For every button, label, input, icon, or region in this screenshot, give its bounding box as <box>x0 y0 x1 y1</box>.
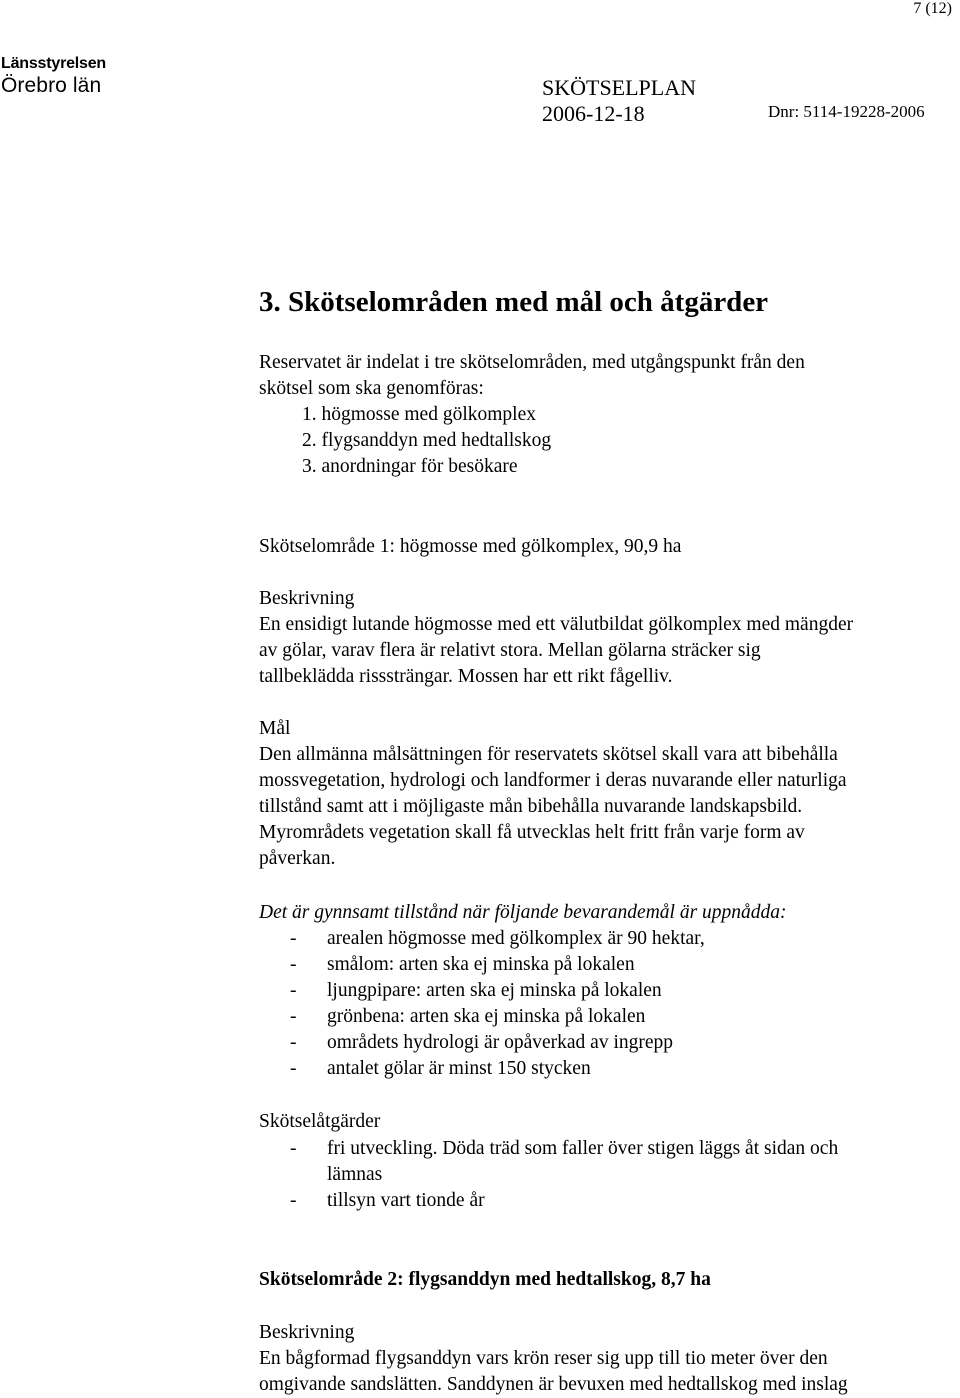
area1-goal-label: Mål <box>259 718 291 739</box>
area1-goal-line: Myrområdets vegetation skall få utvecklas helt fritt från varje form av <box>259 822 805 843</box>
measure-item-text: fri utveckling. Döda träd som faller över stigen läggs åt sidan och <box>327 1138 839 1159</box>
area2-desc-label: Beskrivning <box>259 1322 355 1343</box>
favorable-item-text: arealen högmosse med gölkomplex är 90 hektar, <box>327 928 705 949</box>
measure-item-text: tillsyn vart tionde år <box>327 1190 485 1211</box>
favorable-item-text: områdets hydrologi är opåverkad av ingrepp <box>327 1032 674 1053</box>
intro-text: skötsel som ska genomföras: <box>259 378 484 399</box>
area1-title: Skötselområde 1: högmosse med gölkomplex, 90,9 ha <box>259 536 682 557</box>
header-dnr: Dnr: 5114-19228-2006 <box>768 102 925 121</box>
measure-item <box>290 1136 838 1162</box>
favorable-item-text: smålom: arten ska ej minska på lokalen <box>327 954 635 975</box>
favorable-item <box>290 926 705 952</box>
dash: - <box>290 1190 297 1211</box>
area2-desc-line: En bågformad flygsanddyn vars krön reser sig upp till tio meter över den <box>259 1348 828 1369</box>
dash: - <box>290 980 297 1001</box>
area1-desc-line: En ensidigt lutande högmosse med ett välutbildat gölkomplex med mängder <box>259 614 854 635</box>
area1-goal-line: mossvegetation, hydrologi och landformer i deras nuvarande eller naturliga <box>259 770 847 791</box>
logo-line-1: Länsstyrelsen <box>1 55 107 72</box>
intro-text: Reservatet är indelat i tre skötselområden, med utgångspunkt från den <box>259 352 805 373</box>
favorable-item <box>290 1056 591 1082</box>
favorable-item-text: ljungpipare: arten ska ej minska på lokalen <box>327 980 662 1001</box>
dash: - <box>290 1006 297 1027</box>
area1-desc-label: Beskrivning <box>259 588 355 609</box>
area1-desc-line: av gölar, varav flera är relativt stora. Mellan gölarna sträcker sig <box>259 640 761 661</box>
area2-desc-line: omgivande sandslätten. Sanddynen är bevuxen med hedtallskog med inslag <box>259 1374 848 1395</box>
section-heading: 3. Skötselområden med mål och åtgärder <box>259 286 769 318</box>
header-date: 2006-12-18 <box>542 101 645 126</box>
area1-goal-line: Den allmänna målsättningen för reservatets skötsel skall vara att bibehålla <box>259 744 838 765</box>
area1-desc-line: tallbeklädda risssträngar. Mossen har ett rikt fågelliv. <box>259 666 673 687</box>
area1-goal-line: påverkan. <box>259 848 336 869</box>
favorable-item-text: antalet gölar är minst 150 stycken <box>327 1058 591 1079</box>
page-number: 7 (12) <box>913 0 952 17</box>
area1-measures-label: Skötselåtgärder <box>259 1111 381 1132</box>
logo-line-2: Örebro län <box>1 74 102 97</box>
list-item: 3. anordningar för besökare <box>302 456 518 477</box>
area1-favorable-label: Det är gynnsamt tillstånd när följande bevarandemål är uppnådda: <box>259 902 787 923</box>
dash: - <box>290 1138 297 1159</box>
list-item: 1. högmosse med gölkomplex <box>302 404 536 425</box>
area1-goal-line: tillstånd samt att i möjligaste mån bibehålla nuvarande landskapsbild. <box>259 796 803 817</box>
dash: - <box>290 928 297 949</box>
list-item: 2. flygsanddyn med hedtallskog <box>302 430 552 451</box>
favorable-item <box>290 1030 673 1056</box>
header-title: SKÖTSELPLAN <box>542 75 697 100</box>
dash: - <box>290 954 297 975</box>
measure-item-continuation: lämnas <box>327 1164 383 1185</box>
area2-title: Skötselområde 2: flygsanddyn med hedtallskog, 8,7 ha <box>259 1269 711 1290</box>
dash: - <box>290 1058 297 1079</box>
favorable-item <box>290 978 662 1004</box>
favorable-item-text: grönbena: arten ska ej minska på lokalen <box>327 1006 646 1027</box>
favorable-item <box>290 952 635 978</box>
dash: - <box>290 1032 297 1053</box>
favorable-item <box>290 1004 645 1030</box>
measure-item <box>290 1188 485 1214</box>
